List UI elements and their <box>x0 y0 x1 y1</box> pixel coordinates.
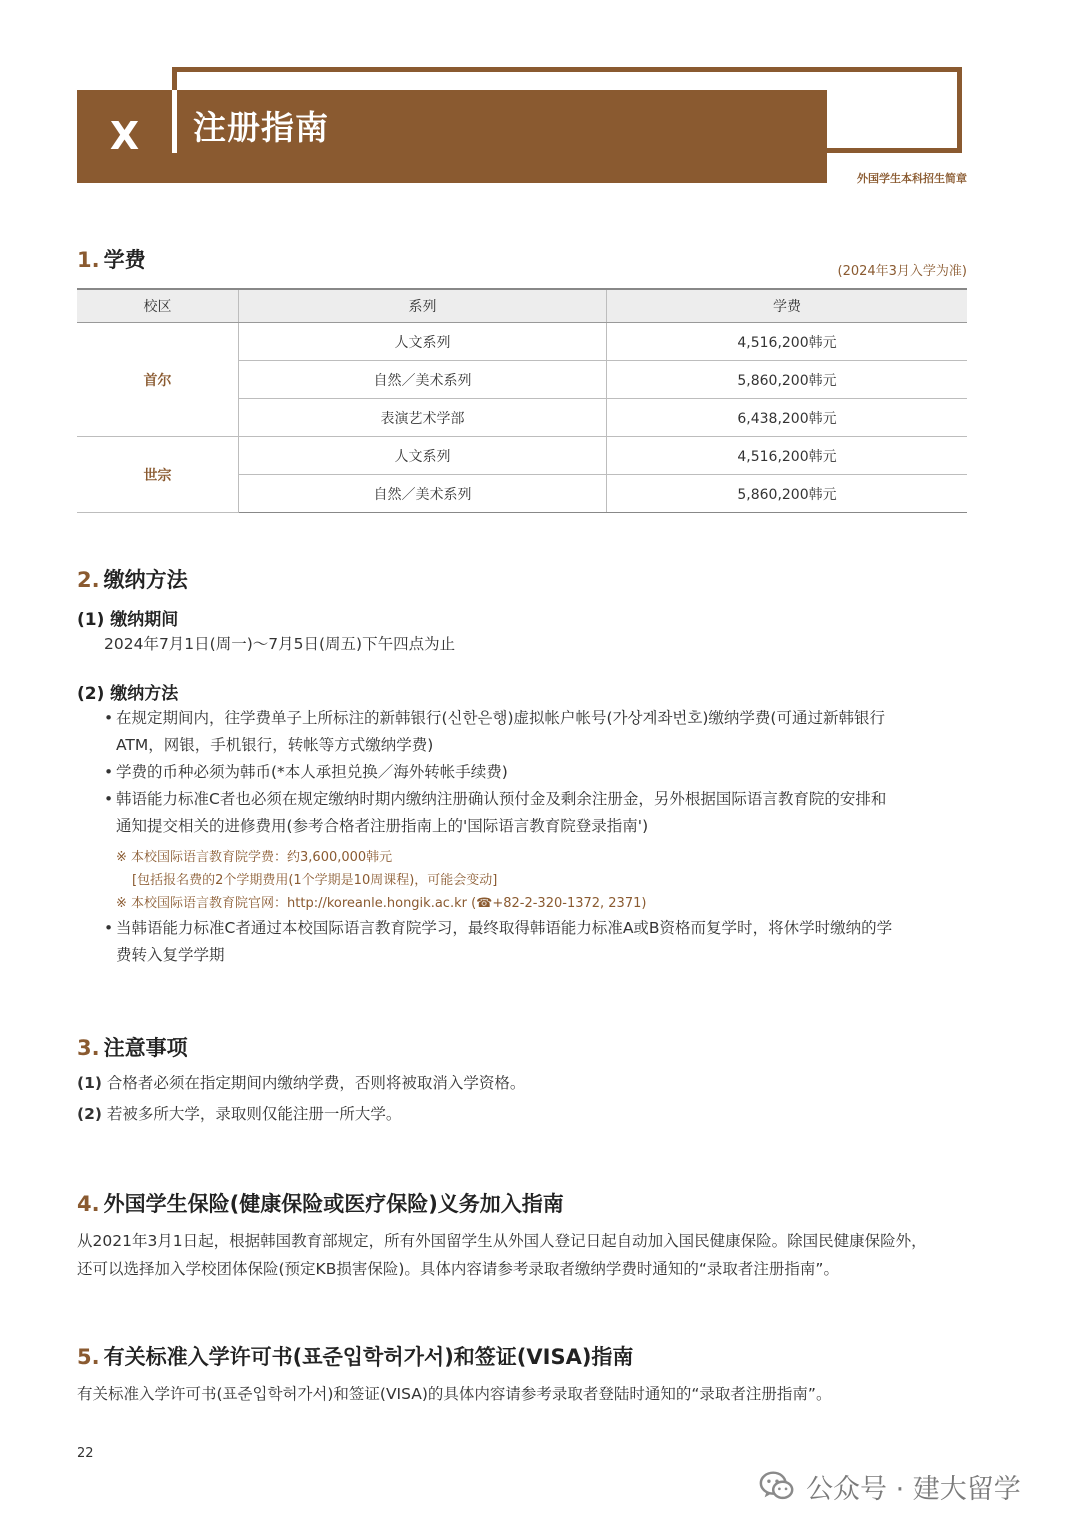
list-item-text: 当韩语能力标准C者通过本校国际语言教育院学习，最终取得韩语能力标准A或B资格而复学时，将休学时缴纳的学 <box>116 919 893 937</box>
header-divider <box>172 90 177 153</box>
section-number: 2. <box>77 568 100 592</box>
visa-paragraph: 有关标准入学许可书(표준입학허가서)和签证(VISA)的具体内容请参考录取者登陆时通知的“录取者注册指南”。 <box>77 1385 832 1403</box>
page-number: 22 <box>77 1446 94 1461</box>
tuition-table <box>77 288 967 513</box>
section-5-heading <box>77 1341 633 1371</box>
section-number: 3. <box>77 1036 100 1060</box>
fee-cell: 4,516,200韩元 <box>607 323 968 361</box>
list-item: • 韩语能力标准C者也必须在规定缴纳时期内缴纳注册确认预付金及剩余注册金，另外根据国际语言教育院的安排和 通知提交相关的进修费用(参考合格者注册指南上的'国际语言教育院登录指南') <box>104 786 970 840</box>
table-header-cell: 学费 <box>607 289 968 323</box>
list-item-text: ATM，网银，手机银行，转帐等方式缴纳学费) <box>116 736 434 754</box>
list-item-text: 费转入复学学期 <box>116 946 225 964</box>
series-cell: 表演艺术学部 <box>239 399 607 437</box>
list-item: • 当韩语能力标准C者通过本校国际语言教育院学习，最终取得韩语能力标准A或B资格而复学时，将休学时缴纳的学 费转入复学学期 <box>104 915 970 969</box>
section-title: 学费 <box>103 248 146 272</box>
header-subtitle: 外国学生本科招生简章 <box>857 172 967 185</box>
list-item: • 在规定期间内，往学费单子上所标注的新韩银行(신한은행)虚拟帐户帐号(가상계좌번호)缴纳学费(可通过新韩银行 ATM，网银，手机银行，转帐等方式缴纳学费) <box>104 705 970 759</box>
list-item-text: 学费的币种必须为韩币(*本人承担兑换／海外转帐手续费) <box>116 763 508 781</box>
payment-method-title: (2) 缴纳方法 <box>77 684 179 704</box>
table-header-row <box>77 289 967 323</box>
section-number: 1. <box>77 248 100 272</box>
series-cell: 自然／美术系列 <box>239 361 607 399</box>
list-item-text: 在规定期间内，往学费单子上所标注的新韩银行(신한은행)虚拟帐户帐号(가상계좌번호)缴纳学费(可通过新韩银行 <box>116 709 885 727</box>
section-3-heading <box>77 1032 188 1062</box>
notice-text: 合格者必须在指定期间内缴纳学费，否则将被取消入学资格。 <box>106 1074 526 1092</box>
section-title: 外国学生保险(健康保险或医疗保险)义务加入指南 <box>103 1192 564 1216</box>
notice-text: 若被多所大学，录取则仅能注册一所大学。 <box>106 1105 402 1123</box>
section-title: 注意事项 <box>103 1036 188 1060</box>
series-cell: 自然／美术系列 <box>239 475 607 513</box>
table-header-cell: 校区 <box>77 289 239 323</box>
section-number: 5. <box>77 1345 100 1369</box>
payment-period-text: 2024年7月1日(周一)～7月5日(周五)下午四点为止 <box>104 635 456 653</box>
section-title: 有关标准入学许可书(표준입학허가서)和签证(VISA)指南 <box>103 1345 634 1369</box>
table-row <box>77 323 967 361</box>
fee-basis-note: (2024年3月入学为准) <box>837 264 967 279</box>
notice-number: (2) <box>77 1105 102 1123</box>
notice-number: (1) <box>77 1074 102 1092</box>
section-2-heading <box>77 564 188 594</box>
notice-item <box>77 1101 401 1128</box>
list-item-text: 通知提交相关的进修费用(参考合格者注册指南上的'国际语言教育院登录指南') <box>116 817 649 835</box>
fee-cell: 4,516,200韩元 <box>607 437 968 475</box>
watermark <box>758 1464 1021 1508</box>
payment-period-title: (1) 缴纳期间 <box>77 610 179 630</box>
remark-tuition-detail: [包括报名费的2个学期费用(1个学期是10周课程)，可能会变动] <box>132 873 498 888</box>
list-item-text: 韩语能力标准C者也必须在规定缴纳时期内缴纳注册确认预付金及剩余注册金，另外根据国际语言教育院的安排和 <box>116 790 887 808</box>
header-band <box>77 90 827 183</box>
remark-tuition: ※ 本校国际语言教育院学费：约3,600,000韩元 <box>116 850 393 865</box>
paragraph-line: 从2021年3月1日起，根据韩国教育部规定，所有外国留学生从外国人登记日起自动加入国民健康保险。除国民健康保险外， <box>77 1232 927 1250</box>
list-item: • 学费的币种必须为韩币(*本人承担兑换／海外转帐手续费) <box>104 763 508 781</box>
section-number: 4. <box>77 1192 100 1216</box>
page-title: 注册指南 <box>193 108 329 147</box>
series-cell: 人文系列 <box>239 437 607 475</box>
table-header-cell: 系列 <box>239 289 607 323</box>
section-1-heading <box>77 244 146 274</box>
wechat-icon <box>758 1467 796 1505</box>
fee-cell: 6,438,200韩元 <box>607 399 968 437</box>
insurance-paragraph <box>77 1227 977 1283</box>
fee-cell: 5,860,200韩元 <box>607 475 968 513</box>
watermark-text: 公众号 · 建大留学 <box>806 1473 1021 1505</box>
chapter-letter: X <box>109 114 140 158</box>
paragraph-line: 还可以选择加入学校团体保险(预定KB损害保险)。具体内容请参考录取者缴纳学费时通知的“录取者注册指南”。 <box>77 1260 839 1278</box>
campus-cell: 世宗 <box>77 437 239 513</box>
section-4-heading <box>77 1188 564 1218</box>
fee-cell: 5,860,200韩元 <box>607 361 968 399</box>
remark-website[interactable]: ※ 本校国际语言教育院官网：http://koreanle.hongik.ac.kr (☎+82-2-320-1372, 2371) <box>116 896 647 911</box>
table-row <box>77 437 967 475</box>
section-title: 缴纳方法 <box>103 568 188 592</box>
series-cell: 人文系列 <box>239 323 607 361</box>
campus-cell: 首尔 <box>77 323 239 437</box>
notice-item <box>77 1070 525 1097</box>
